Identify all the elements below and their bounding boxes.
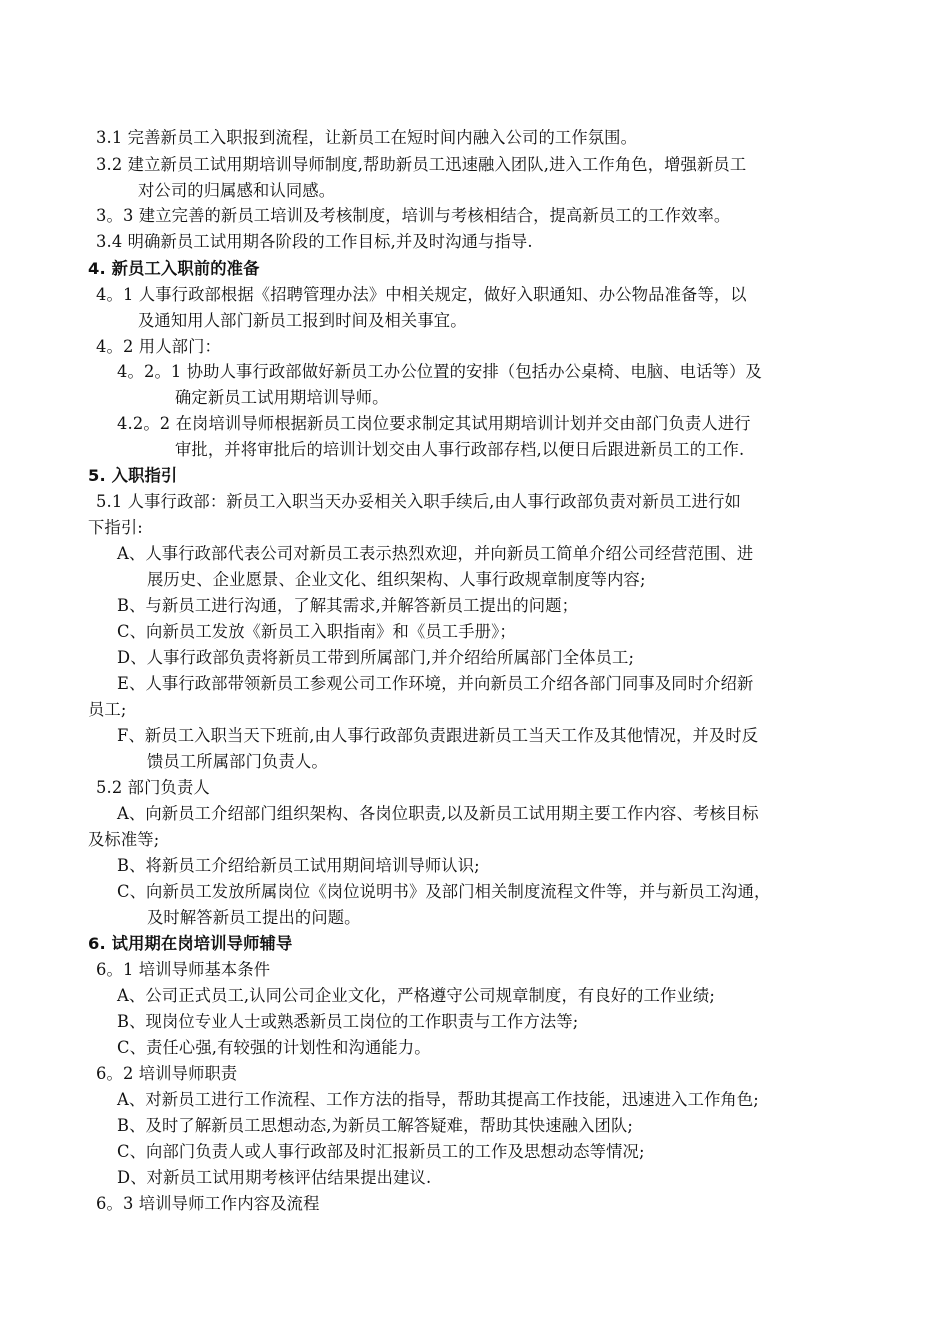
item-3-3: 3。3 建立完善的新员工培训及考核制度，培训与考核相结合，提高新员工的工作效率。 [96,206,731,225]
item-4-1-cont: 及通知用人部门新员工报到时间及相关事宜。 [138,311,467,330]
item-3-4: 3.4 明确新员工试用期各阶段的工作目标,并及时沟通与指导. [96,232,533,251]
item-5-1-e-cont: 员工; [88,700,127,719]
item-3-1: 3.1 完善新员工入职报到流程，让新员工在短时间内融入公司的工作氛围。 [96,128,638,147]
item-6-2-c: C、向部门负责人或人事行政部及时汇报新员工的工作及思想动态等情况; [117,1142,645,1161]
item-5-2-b: B、将新员工介绍给新员工试用期间培训导师认识; [117,856,480,875]
item-6-1-a: A、公司正式员工,认同公司企业文化，严格遵守公司规章制度，有良好的工作业绩; [117,986,715,1005]
item-5-1-d: D、人事行政部负责将新员工带到所属部门,并介绍给所属部门全体员工; [117,648,635,667]
item-3-2-cont: 对公司的归属感和认同感。 [138,181,336,200]
item-5-1-cont: 下指引: [88,518,143,537]
item-5-1-c: C、向新员工发放《新员工入职指南》和《员工手册》； [117,622,516,641]
item-5-2: 5.2 部门负责人 [96,778,210,797]
item-5-2-a-cont: 及标准等; [88,830,160,849]
item-6-2: 6。2 培训导师职责 [96,1064,238,1083]
section-heading-5: 5. 入职指引 [88,466,178,485]
item-5-1-a: A、人事行政部代表公司对新员工表示热烈欢迎，并向新员工简单介绍公司经营范围、进 [117,544,754,563]
item-5-2-a: A、向新员工介绍部门组织架构、各岗位职责,以及新员工试用期主要工作内容、考核目标 [117,804,759,823]
item-5-2-c-cont: 及时解答新员工提出的问题。 [147,908,361,927]
item-4-2-2: 4.2。2 在岗培训导师根据新员工岗位要求制定其试用期培训计划并交由部门负责人进行 [117,414,751,433]
item-4-2: 4。2 用人部门： [96,337,221,356]
item-3-2: 3.2 建立新员工试用期培训导师制度,帮助新员工迅速融入团队,进入工作角色，增强新员工 [96,155,747,174]
item-4-2-1-cont: 确定新员工试用期培训导师。 [175,388,389,407]
item-5-2-c: C、向新员工发放所属岗位《岗位说明书》及部门相关制度流程文件等，并与新员工沟通， [117,882,771,901]
item-6-2-b: B、及时了解新员工思想动态,为新员工解答疑难，帮助其快速融入团队; [117,1116,634,1135]
item-5-1-a-cont: 展历史、企业愿景、企业文化、组织架构、人事行政规章制度等内容; [147,570,646,589]
section-heading-4: 4. 新员工入职前的准备 [88,259,260,278]
item-5-1-b: B、与新员工进行沟通，了解其需求,并解答新员工提出的问题； [117,596,579,615]
item-6-1: 6。1 培训导师基本条件 [96,960,271,979]
item-4-2-1: 4。2。1 协助人事行政部做好新员工办公位置的安排（包括办公桌椅、电脑、电话等）及 [117,362,762,381]
item-6-3: 6。3 培训导师工作内容及流程 [96,1194,320,1213]
item-6-1-b: B、现岗位专业人士或熟悉新员工岗位的工作职责与工作方法等; [117,1012,579,1031]
section-heading-6: 6. 试用期在岗培训导师辅导 [88,934,293,953]
item-4-1: 4。1 人事行政部根据《招聘管理办法》中相关规定，做好入职通知、办公物品准备等，以 [96,285,747,304]
item-4-2-2-cont: 审批，并将审批后的培训计划交由人事行政部存档,以便日后跟进新员工的工作. [175,440,745,459]
item-5-1-f-cont: 馈员工所属部门负责人。 [147,752,328,771]
item-6-2-a: A、对新员工进行工作流程、工作方法的指导，帮助其提高工作技能，迅速进入工作角色; [117,1090,759,1109]
item-6-2-d: D、对新员工试用期考核评估结果提出建议. [117,1168,432,1187]
item-5-1-f: F、新员工入职当天下班前,由人事行政部负责跟进新员工当天工作及其他情况，并及时反 [117,726,759,745]
item-6-1-c: C、责任心强,有较强的计划性和沟通能力。 [117,1038,431,1057]
item-5-1: 5.1 人事行政部：新员工入职当天办妥相关入职手续后,由人事行政部负责对新员工进行如 [96,492,741,511]
item-5-1-e: E、人事行政部带领新员工参观公司工作环境，并向新员工介绍各部门同事及同时介绍新 [117,674,754,693]
